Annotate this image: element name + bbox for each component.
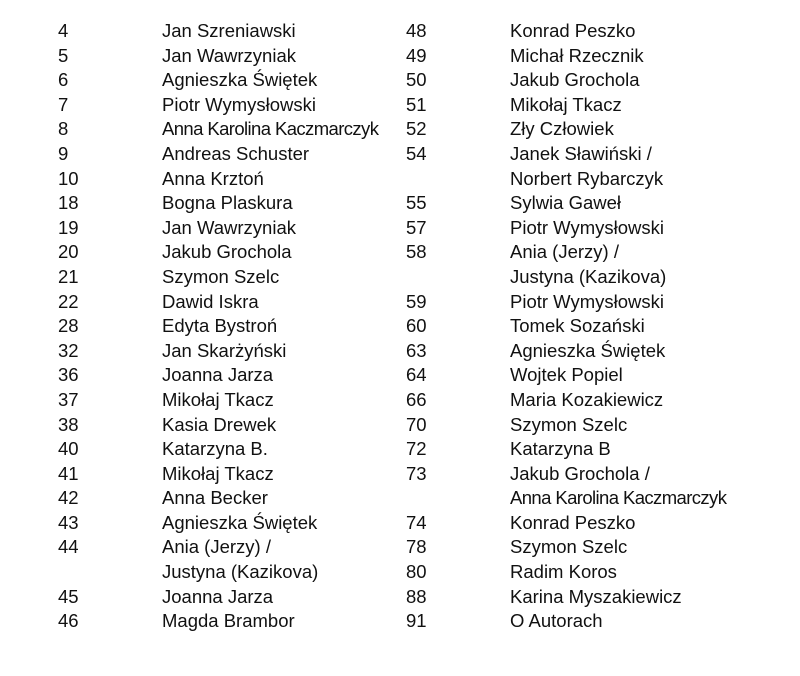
author-name: Szymon Szelc bbox=[510, 413, 628, 435]
author-name: Agnieszka Świętek bbox=[510, 339, 666, 361]
author-name: Agnieszka Świętek bbox=[162, 511, 318, 533]
page-number: 19 bbox=[58, 216, 79, 238]
author-name: Jan Wawrzyniak bbox=[162, 44, 296, 66]
page-number: 49 bbox=[406, 44, 427, 66]
page-number: 63 bbox=[406, 339, 427, 361]
author-name: Bogna Plaskura bbox=[162, 192, 293, 214]
page-number: 38 bbox=[58, 413, 79, 435]
page-number: 44 bbox=[58, 536, 79, 558]
author-name: Janek Sławiński / bbox=[510, 142, 652, 164]
author-name: Norbert Rybarczyk bbox=[510, 167, 664, 189]
page-number: 60 bbox=[406, 315, 427, 337]
author-name: Maria Kozakiewicz bbox=[510, 388, 664, 410]
author-name: Anna Karolina Kaczmarczyk bbox=[510, 487, 727, 509]
page-number: 46 bbox=[58, 610, 79, 632]
author-name: Agnieszka Świętek bbox=[162, 69, 318, 91]
page-number: 18 bbox=[58, 192, 79, 214]
page-number: 41 bbox=[58, 462, 79, 484]
author-name: Zły Człowiek bbox=[510, 118, 614, 140]
page-number: 50 bbox=[406, 69, 427, 91]
page-number: 28 bbox=[58, 315, 79, 337]
author-name: Mikołaj Tkacz bbox=[162, 462, 274, 484]
page-number: 64 bbox=[406, 364, 427, 386]
page-number: 9 bbox=[58, 142, 69, 164]
page-number: 40 bbox=[58, 438, 79, 460]
author-name: Ania (Jerzy) / bbox=[162, 536, 271, 558]
page-number: 6 bbox=[58, 69, 69, 91]
author-name: Piotr Wymysłowski bbox=[510, 216, 665, 238]
author-name: Konrad Peszko bbox=[510, 511, 636, 533]
author-name: Edyta Bystroń bbox=[162, 315, 278, 337]
author-name: Justyna (Kazikova) bbox=[510, 265, 667, 287]
author-name: Mikołaj Tkacz bbox=[162, 388, 274, 410]
author-name: Szymon Szelc bbox=[162, 265, 280, 287]
author-name: Ania (Jerzy) / bbox=[510, 241, 619, 263]
author-name: Piotr Wymysłowski bbox=[510, 290, 665, 312]
author-name: Andreas Schuster bbox=[162, 142, 310, 164]
page-number: 36 bbox=[58, 364, 79, 386]
author-name: Mikołaj Tkacz bbox=[510, 93, 622, 115]
author-name: Jan Skarżyński bbox=[162, 339, 287, 361]
author-name: Jan Szreniawski bbox=[162, 20, 296, 41]
page-number: 48 bbox=[406, 20, 427, 41]
author-name: Dawid Iskra bbox=[162, 290, 259, 312]
author-name: Wojtek Popiel bbox=[510, 364, 623, 386]
page-number: 52 bbox=[406, 118, 427, 140]
page-number: 72 bbox=[406, 438, 427, 460]
author-name: Anna Karolina Kaczmarczyk bbox=[162, 118, 379, 140]
page-number: 32 bbox=[58, 339, 79, 361]
page-number: 55 bbox=[406, 192, 427, 214]
author-name: Justyna (Kazikova) bbox=[162, 561, 319, 583]
page-number: 66 bbox=[406, 388, 427, 410]
author-name: Konrad Peszko bbox=[510, 20, 636, 41]
page-number: 73 bbox=[406, 462, 427, 484]
page-number: 70 bbox=[406, 413, 427, 435]
page-number: 59 bbox=[406, 290, 427, 312]
author-name: Piotr Wymysłowski bbox=[162, 93, 317, 115]
page-number: 43 bbox=[58, 511, 79, 533]
page-number: 45 bbox=[58, 585, 79, 607]
page-number: 78 bbox=[406, 536, 427, 558]
author-name: Jan Wawrzyniak bbox=[162, 216, 296, 238]
page-number: 51 bbox=[406, 93, 427, 115]
author-name: Kasia Drewek bbox=[162, 413, 277, 435]
page-number: 10 bbox=[58, 167, 79, 189]
author-name: Szymon Szelc bbox=[510, 536, 628, 558]
author-name: Tomek Sozański bbox=[510, 315, 645, 337]
author-name: Jakub Grochola bbox=[162, 241, 292, 263]
author-name: Sylwia Gaweł bbox=[510, 192, 622, 214]
page-number: 5 bbox=[58, 44, 69, 66]
page-number: 80 bbox=[406, 561, 427, 583]
author-name: Katarzyna B. bbox=[162, 438, 268, 460]
author-name: O Autorach bbox=[510, 610, 603, 632]
page-number: 37 bbox=[58, 388, 79, 410]
author-name: Anna Becker bbox=[162, 487, 268, 509]
author-name: Karina Myszakiewicz bbox=[510, 585, 682, 607]
page-number: 21 bbox=[58, 265, 79, 287]
author-name: Jakub Grochola / bbox=[510, 462, 650, 484]
page-number: 91 bbox=[406, 610, 427, 632]
page-number: 58 bbox=[406, 241, 427, 263]
author-name: Anna Krztoń bbox=[162, 167, 264, 189]
page-number: 4 bbox=[58, 20, 69, 41]
page-number: 88 bbox=[406, 585, 427, 607]
author-name: Joanna Jarza bbox=[162, 585, 274, 607]
author-name: Jakub Grochola bbox=[510, 69, 640, 91]
page-number: 54 bbox=[406, 142, 427, 164]
author-name: Joanna Jarza bbox=[162, 364, 274, 386]
page-number: 42 bbox=[58, 487, 79, 509]
page-number: 74 bbox=[406, 511, 427, 533]
page-number: 20 bbox=[58, 241, 79, 263]
page-number: 57 bbox=[406, 216, 427, 238]
page-number: 22 bbox=[58, 290, 79, 312]
page-number: 8 bbox=[58, 118, 69, 140]
author-name: Katarzyna B bbox=[510, 438, 611, 460]
author-name: Michał Rzecznik bbox=[510, 44, 644, 66]
author-name: Radim Koros bbox=[510, 561, 617, 583]
page-number: 7 bbox=[58, 93, 69, 115]
author-name: Magda Brambor bbox=[162, 610, 295, 632]
